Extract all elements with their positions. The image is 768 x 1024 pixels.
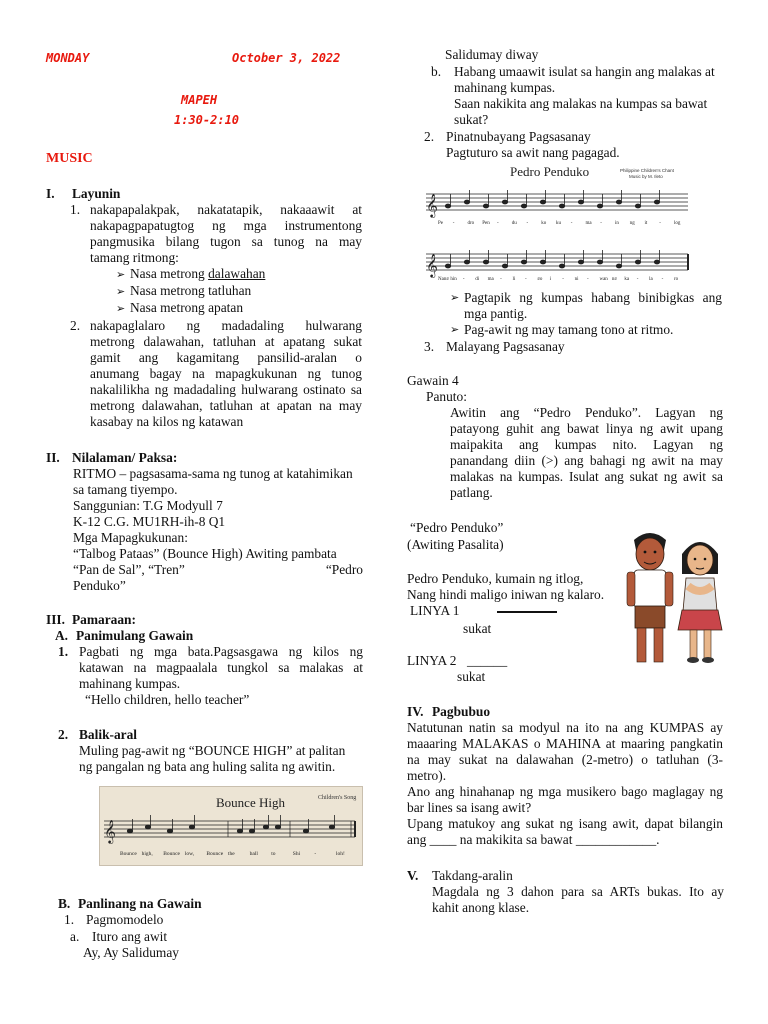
lyric-syllable: -	[526, 221, 529, 226]
summary-line: bar lines sa isang awit?	[407, 800, 532, 815]
arrow-icon: ➢	[116, 303, 126, 315]
lyric-syllable: -	[452, 221, 455, 226]
directions-line: patayong guhit ang bawat linya ng awit upang	[450, 421, 723, 436]
lyric-syllable: in	[615, 221, 619, 226]
content-line	[73, 562, 363, 578]
treble-clef-icon: 𝄞	[426, 193, 438, 217]
content-line: Penduko”	[73, 578, 126, 593]
objective-1	[90, 202, 362, 266]
bullet-line: Pag-awit ng may tamang tono at ritmo.	[464, 322, 674, 337]
day-label: MONDAY	[46, 51, 90, 65]
objective-2-line: nakalilikha ng madadaling hulwarang ostinato sa	[90, 382, 362, 397]
objective-2	[90, 318, 362, 430]
lyric-syllable: ma	[487, 277, 494, 280]
step-2-line: Muling pag-awit ng “BOUNCE HIGH” at palitan	[79, 743, 346, 758]
homework-line: kahit anong klase.	[432, 900, 530, 915]
summary-line: Natutunan natin sa modyul na ito na ang KUMPAS ay	[407, 720, 723, 735]
content-block	[73, 466, 363, 594]
lyric-syllable: Pen	[482, 221, 490, 226]
note-head	[654, 260, 659, 264]
summary-text	[407, 720, 723, 848]
lyric-syllable: log	[674, 221, 681, 226]
lyric-syllable: -	[600, 221, 602, 226]
meter-prefix: Nasa metrong	[130, 266, 209, 281]
lyric-syllable: hin	[450, 277, 457, 280]
section-1-number: I.	[46, 186, 55, 201]
lyric-syllable: Bounce	[206, 851, 224, 857]
step-b	[454, 64, 724, 128]
step-1-number: 1.	[58, 644, 69, 659]
lyric-syllable: loh!	[336, 851, 345, 857]
note-head	[464, 200, 469, 204]
step-1-line: katawan na magpaalala tungkol sa malakas at	[79, 660, 363, 675]
meter-item	[116, 266, 265, 283]
song-line: Salidumay diway	[445, 47, 539, 62]
section-5-title: Takdang-aralin	[432, 868, 513, 883]
directions-line: patlang.	[450, 485, 493, 500]
content-line: sa tamang tiyempo.	[73, 482, 178, 497]
note-head	[578, 260, 583, 264]
guided-title: Pinatnubayang Pagsasanay	[446, 129, 591, 144]
girl-figure	[678, 542, 722, 663]
note-head	[303, 829, 308, 833]
note-head	[445, 204, 450, 208]
summary-line: Upang matukoy ang sukat ng isang awit, dapat bilangin	[407, 816, 723, 831]
step-2-title: Balik-aral	[79, 727, 138, 742]
step-b-question: Saan nakikita ang malakas na kumpas sa bawat	[454, 96, 708, 111]
section-2-title: Nilalaman/ Paksa:	[72, 450, 178, 465]
line-2-meter-label: sukat	[457, 669, 486, 684]
content-line: K-12 C.G. MU1RH-ih-8 Q1	[73, 514, 226, 529]
date-label: October 3, 2022	[232, 51, 341, 65]
pedro-score-composer: Music by M. Ileto	[629, 174, 663, 179]
step-b-line: Habang umaawit isulat sa hangin ang malakas at	[454, 64, 715, 79]
note-head	[275, 825, 280, 829]
lyric-syllable: i	[549, 277, 552, 280]
note-head	[540, 260, 545, 264]
lyric-syllable: ro	[674, 277, 679, 280]
objective-2-line: metrong dalawahan, tatluhan at apatan na may	[90, 398, 362, 413]
note-head	[502, 264, 507, 268]
objective-2-line: anumang bagay na mapagkukunan ng tunog	[90, 366, 362, 381]
objective-1-line: nakapapalakpak, nakatatapik, nakaaawit at	[90, 202, 362, 217]
lyric-syllable: Bounce	[120, 851, 137, 857]
homework-text	[432, 884, 724, 916]
note-head	[483, 204, 488, 208]
directions-line: Awitin ang “Pedro Penduko”. Lagyan ng	[450, 405, 723, 420]
content-line: “Talbog Pataas” (Bounce High) Awiting pambata	[73, 546, 337, 561]
note-head	[559, 204, 564, 208]
pedro-score-tag: Philippine Children's Chant	[620, 168, 674, 173]
section-1-title: Layunin	[72, 186, 121, 201]
lyric-syllable: du	[511, 221, 517, 226]
objective-1-line: pangmusika bilang tugon sa tunog na may	[90, 234, 362, 249]
step-b-letter: b.	[431, 64, 442, 79]
line-2-label: LINYA 2	[407, 653, 457, 668]
note-head	[597, 260, 602, 264]
pedro-penduko-score	[424, 162, 694, 280]
score-tag: Children's Song	[318, 795, 357, 801]
lyric-syllable: -	[562, 277, 564, 280]
bullet-line: mga pantig.	[464, 306, 528, 321]
lyric-syllable: la	[649, 277, 653, 280]
lyric-syllable: -	[314, 851, 317, 857]
lyric-syllable: -	[497, 221, 499, 226]
note-head	[635, 260, 640, 264]
song-list-end: “Pedro	[325, 562, 363, 577]
content-line: Mga Mapagkukunan:	[73, 530, 188, 545]
note-head	[521, 260, 526, 264]
objective-2-line: gamit ang kagamitang pansilid-aralan o	[90, 350, 362, 365]
music-title: MUSIC	[46, 151, 93, 166]
note-head	[597, 204, 602, 208]
directions-line: malakas na kumpas. Isulat ang sukat ng awit sa	[450, 469, 723, 484]
time-label: 1:30-2:10	[174, 113, 240, 127]
note-head	[464, 260, 469, 264]
free-practice-title: Malayang Pagsasanay	[446, 339, 565, 354]
part-a-letter: A.	[55, 628, 69, 643]
lyric-syllable: ku	[556, 221, 561, 226]
lyric-syllable: go	[537, 277, 543, 280]
song-line-2: Nang hindi maligo iniwan ng kalaro.	[407, 587, 605, 602]
line-2-blank[interactable]: ______	[467, 653, 508, 668]
section-3-title: Pamaraan:	[72, 612, 136, 627]
song-line-1: Pedro Penduko, kumain ng itlog,	[407, 571, 584, 586]
lyric-syllable: -	[636, 277, 639, 280]
note-head	[249, 829, 254, 833]
directions-line: maipakita ang kumpas nito. Lagyan ng	[450, 437, 723, 452]
b-step-1-text: Pagmomodelo	[86, 912, 164, 927]
note-head	[616, 200, 621, 204]
note-head	[329, 825, 334, 829]
song-list: “Pan de Sal”, “Tren”	[73, 562, 185, 577]
objective-2-line: nakapaglalaro ng madadaling hulwarang	[90, 318, 362, 333]
line-1-label: LINYA 1	[410, 603, 460, 618]
step-1	[79, 644, 363, 708]
note-head	[540, 200, 545, 204]
guided-number: 2.	[424, 129, 435, 144]
lyric-syllable: ko	[541, 221, 547, 226]
directions-label: Panuto:	[426, 389, 467, 404]
note-head	[167, 829, 172, 833]
children-illustration	[624, 526, 728, 666]
note-head	[237, 829, 242, 833]
lyric-syllable: low,	[184, 851, 195, 857]
lyric-syllable: ka	[624, 277, 630, 280]
note-head	[635, 204, 640, 208]
step-b-line: mahinang kumpas.	[454, 80, 556, 95]
note-head	[502, 200, 507, 204]
directions-line: panandang diin (>) ang bahagi ng awit na may	[450, 453, 723, 468]
meter-label: Nasa metrong apatan	[130, 300, 244, 315]
lyric-syllable: Bounce	[163, 851, 181, 857]
treble-clef-icon: 𝄞	[104, 819, 116, 843]
lyric-syllable: Shi	[292, 851, 301, 857]
lyric-syllable: ni	[574, 277, 579, 280]
objective-2-line: metrong dalawahan, tatluhan at apatang sukat	[90, 334, 362, 349]
objective-1-line: nakapagpapatugtog ng mga instrumentong	[90, 218, 362, 233]
lyric-syllable: -	[500, 277, 502, 280]
pedro-staff	[424, 162, 694, 280]
lyric-syllable: Nang	[438, 277, 449, 280]
objective-1-line: tamang ritmong:	[90, 250, 179, 265]
b-step-1-number: 1.	[64, 912, 75, 927]
treble-clef-icon: 𝄞	[426, 253, 438, 277]
lyric-syllable: -	[661, 277, 664, 280]
bullet-line: Pagtapik ng kumpas habang binibigkas ang	[464, 290, 722, 305]
step-2-line: ng pangalan ng bata ang huling salita ng awitin.	[79, 759, 336, 774]
note-head	[616, 264, 621, 268]
bounce-high-score	[99, 786, 363, 866]
note-head	[483, 260, 488, 264]
song-title: “Pedro Penduko”	[410, 520, 504, 535]
note-head	[189, 825, 194, 829]
homework-line: Magdala ng 3 dahon para sa ARTs bukas. Ito ay	[432, 884, 724, 899]
directions-text	[450, 405, 723, 501]
part-a-title: Panimulang Gawain	[76, 628, 194, 643]
objective-2-line: kasabay na kilos ng katawan	[90, 414, 244, 429]
step-2-number: 2.	[58, 727, 69, 742]
step-1-line: “Hello children, hello teacher”	[85, 692, 250, 707]
lyric-syllable: -	[462, 277, 465, 280]
arrow-icon: ➢	[450, 324, 460, 336]
line-1-meter-label: sukat	[463, 621, 492, 636]
lyric-syllable: -	[524, 277, 527, 280]
lyric-syllable: the	[228, 851, 235, 857]
lyric-syllable: ball	[249, 851, 258, 857]
lyric-syllable: wan	[599, 277, 608, 280]
note-head	[263, 825, 268, 829]
lyric-syllable: ng	[629, 221, 635, 226]
guided-sub: Pagtuturo sa awit nang pagagad.	[446, 145, 620, 160]
line-1-blank[interactable]	[497, 611, 557, 613]
summary-line: ang ____ na makikita sa bawat ____________.	[407, 832, 660, 847]
song-ay-ay: Ay, Ay Salidumay	[83, 945, 179, 960]
summary-line: metro).	[407, 768, 447, 783]
activity-title: Gawain 4	[407, 373, 459, 388]
bounce-high-staff	[100, 787, 362, 865]
note-head	[521, 204, 526, 208]
content-line: RITMO – pagsasama-sama ng tunog at katahimikan	[73, 466, 353, 481]
summary-line: maaaring MALAKAS o MAHINA at maaring pangkatin	[407, 736, 723, 751]
part-b-letter: B.	[58, 896, 71, 911]
step-1-line: mahinang kumpas.	[79, 676, 181, 691]
arrow-icon: ➢	[116, 269, 126, 281]
lyric-syllable: ng	[611, 277, 617, 280]
note-head	[445, 264, 450, 268]
note-head	[145, 825, 150, 829]
guided-bullets	[450, 290, 726, 338]
section-2-number: II.	[46, 450, 60, 465]
score-title: Bounce High	[216, 795, 285, 810]
step-2	[79, 743, 363, 775]
free-practice-number: 3.	[424, 339, 435, 354]
guided-bullet	[450, 290, 726, 322]
step-1-line: Pagbati ng mga bata.Pagsasgawa ng kilos ng	[79, 644, 363, 659]
b-step-a-letter: a.	[70, 929, 80, 944]
objective-2-number: 2.	[70, 318, 81, 333]
lyric-syllable: -	[659, 221, 661, 226]
meter-underlined: dalawahan	[208, 266, 266, 281]
arrow-icon: ➢	[450, 292, 460, 304]
song-type: (Awiting Pasalita)	[407, 537, 504, 552]
lyric-syllable: Pe	[438, 221, 443, 226]
lyric-syllable: dro	[467, 221, 475, 226]
note-head	[654, 200, 659, 204]
note-head	[578, 200, 583, 204]
subject-label: MAPEH	[181, 93, 218, 107]
section-3-number: III.	[46, 612, 65, 627]
lyric-syllable: -	[587, 277, 589, 280]
lyric-syllable: di	[475, 277, 480, 280]
lyric-syllable: high,	[141, 851, 153, 857]
summary-line: Ano ang hinahanap ng mga musikero bago maglagay ng	[407, 784, 723, 799]
guided-bullet	[450, 322, 726, 338]
summary-line: na may sukat na dalawahan (2-metro) o tatluhan (3-	[407, 752, 723, 767]
lyric-syllable: to	[271, 851, 276, 857]
meter-label: Nasa metrong tatluhan	[130, 283, 252, 298]
section-4-number: IV.	[407, 704, 424, 719]
boy-figure	[627, 533, 673, 662]
meter-list	[116, 266, 265, 317]
objective-1-number: 1.	[70, 202, 81, 217]
b-step-a-text: Ituro ang awit	[92, 929, 168, 944]
note-head	[127, 829, 132, 833]
lyric-syllable: -	[570, 221, 573, 226]
arrow-icon: ➢	[116, 286, 126, 298]
section-5-number: V.	[407, 868, 419, 883]
lyric-syllable: li	[512, 277, 516, 280]
lyric-syllable: ma	[585, 221, 592, 226]
meter-item	[116, 283, 265, 300]
meter-item	[116, 300, 265, 317]
note-head	[559, 264, 564, 268]
pedro-score-title: Pedro Penduko	[510, 164, 590, 179]
step-b-question: sukat?	[454, 112, 489, 127]
part-b-title: Panlinang na Gawain	[78, 896, 202, 911]
lyric-syllable: it	[644, 221, 648, 226]
content-line: Sanggunian: T.G Modyull 7	[73, 498, 223, 513]
section-4-title: Pagbubuo	[432, 704, 491, 719]
